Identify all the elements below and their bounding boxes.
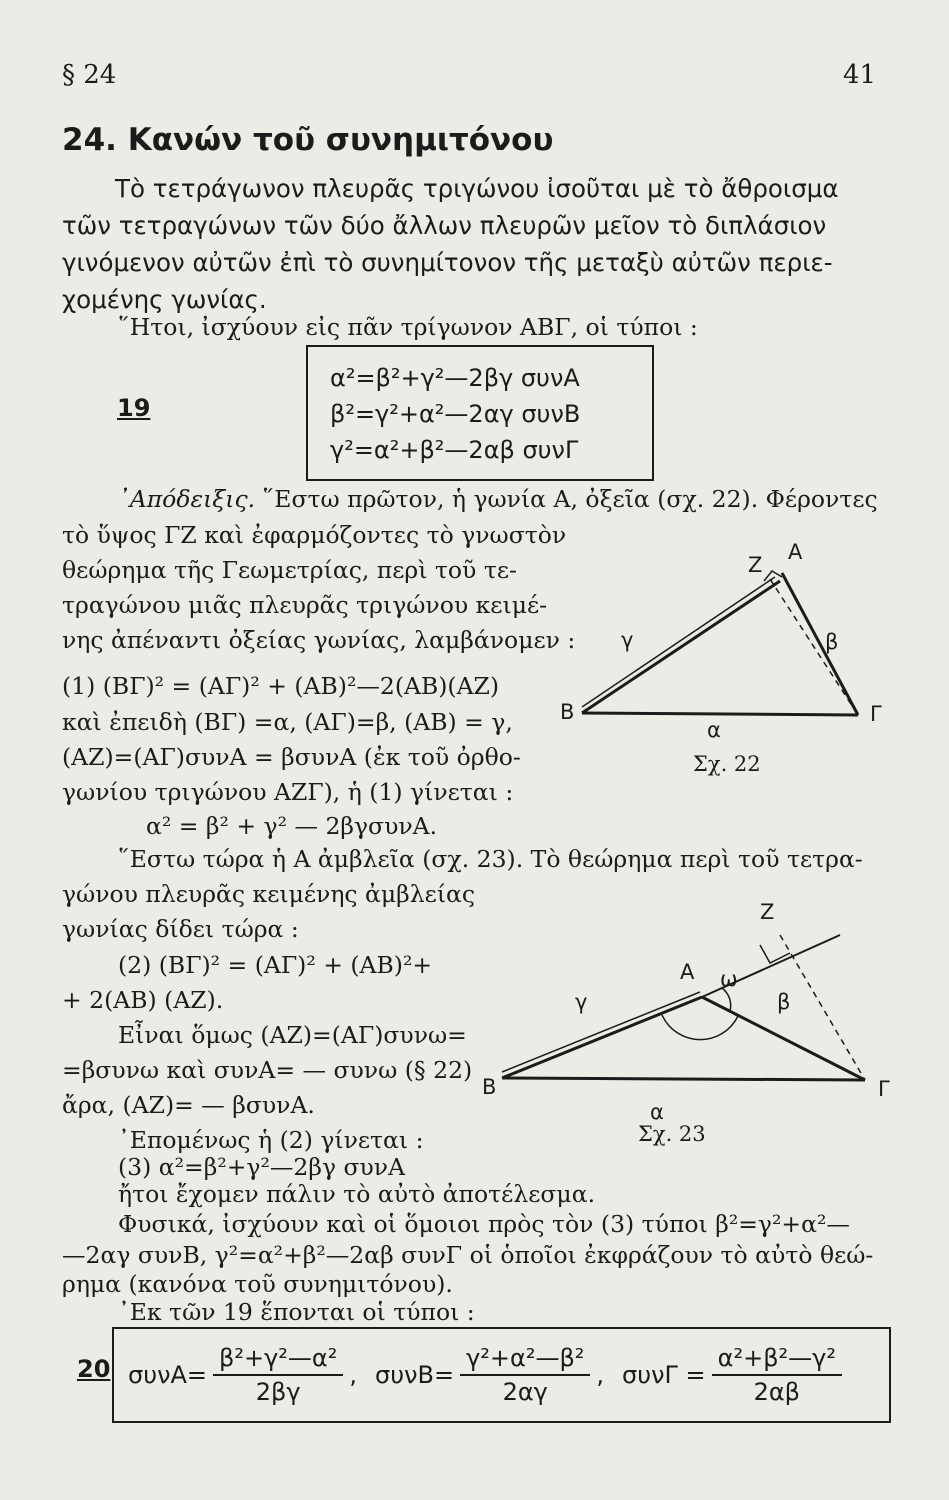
formula-line: β²=γ²+α²—2αγ συνΒ <box>330 400 581 428</box>
theorem-line: Τὸ τετράγωνον πλευρᾶς τριγώνου ἰσοῦται μὲ τὸ ἄθροισμα <box>115 174 839 203</box>
cos-g-fraction <box>712 1344 842 1406</box>
formula-line: γ²=α²+β²—2αβ συνΓ <box>330 436 579 464</box>
proof-line: α² = β² + γ² — 2βγσυνΑ. <box>146 812 438 840</box>
side-ba <box>582 581 780 713</box>
cos-g-lhs: συνΓ = <box>622 1361 706 1389</box>
cos-g-denominator: 2αβ <box>753 1378 800 1406</box>
cosine-formulas: συνΑ= $\frac{\text{β²+γ²—α²}}{2\beta\gamma}$ , συνΒ= $\frac{\text{γ²+α²—β²}}{2\alpha\gamma}$ , συνΓ = $\frac{\text{α²+β²—γ²}}{2\alpha\beta}$ <box>128 1343 842 1407</box>
theorem-line: χομένης γωνίας. <box>62 285 267 314</box>
proof-line: γωνίου τριγώνου ΑΖΓ), ἡ (1) γίνεται : <box>62 778 514 806</box>
formula-line: α²=β²+γ²—2βγ συνΑ <box>330 364 580 392</box>
fig23-caption: Σχ. 23 <box>638 1122 706 1146</box>
proof-line: γωνίας δίδει τώρα : <box>62 915 299 943</box>
cos-b-fraction <box>460 1344 590 1406</box>
cos-a-fraction <box>213 1344 343 1406</box>
right-angle-mark <box>764 571 782 581</box>
fig23-label-omega: ω <box>720 967 738 991</box>
theorem-line: γινόμενον αὐτῶν ἐπὶ τὸ συνημίτονον τῆς μεταξὺ αὐτῶν περιε- <box>62 248 833 277</box>
side-bg <box>582 713 858 715</box>
altitude-gz <box>770 579 858 715</box>
section-heading: 24. Κανών τοῦ συνημιτόνου <box>62 122 554 158</box>
side-ba-inner <box>502 992 700 1072</box>
fig23-label-alpha: α <box>650 1100 664 1124</box>
proof-line: ἤτοι ἔχομεν πάλιν τὸ αὐτὸ ἀποτέλεσμα. <box>118 1180 596 1208</box>
side-bg <box>502 1078 865 1080</box>
cos-g-numerator: α²+β²—γ² <box>712 1344 842 1376</box>
cos-b-numerator: γ²+α²—β² <box>460 1344 590 1376</box>
equation-3: (3) α²=β²+γ²—2βγ συνΑ <box>118 1153 406 1181</box>
fig23-label-g: Γ <box>878 1077 890 1101</box>
fig22-label-z: Z <box>748 553 763 577</box>
proof-line: τὸ ὕψος ΓΖ καὶ ἐφαρμόζοντες τὸ γνωστὸν <box>62 521 567 549</box>
cos-b-lhs: συνΒ= <box>374 1361 455 1389</box>
equation-2: (2) (ΒΓ)² = (ΑΓ)² + (ΑΒ)²+ <box>118 951 433 979</box>
fig22-label-alpha: α <box>707 718 721 742</box>
fig22-label-g: Γ <box>870 702 882 726</box>
intro-line: ῞Ητοι, ἰσχύουν εἰς πᾶν τρίγωνον ΑΒΓ, οἱ τύποι : <box>118 313 698 341</box>
formula-number-19: 19 <box>117 394 151 422</box>
proof-line: —2αγ συνΒ, γ²=α²+β²—2αβ συνΓ οἱ ὁποῖοι ἐκφράζουν τὸ αὐτὸ θεώ- <box>62 1241 874 1269</box>
fig23-label-gamma: γ <box>575 990 588 1014</box>
proof-line: θεώρημα τῆς Γεωμετρίας, περὶ τοῦ τε- <box>62 556 517 584</box>
fig23-label-beta: β <box>777 990 791 1014</box>
figure-22 <box>570 555 900 785</box>
figure-23 <box>490 895 910 1105</box>
proof-line: ᾿Επομένως ἡ (2) γίνεται : <box>118 1126 424 1154</box>
proof-line: ἄρα, (ΑΖ)= — βσυνΑ. <box>62 1091 315 1119</box>
cos-b-denominator: 2αγ <box>502 1378 548 1406</box>
proof-line: =βσυνω καὶ συνΑ= — συνω (§ 22) <box>62 1056 473 1084</box>
side-ba-inner <box>582 577 775 707</box>
cos-a-lhs: συνΑ= <box>128 1361 208 1389</box>
proof-line: καὶ ἐπειδὴ (ΒΓ) =α, (ΑΓ)=β, (ΑΒ) = γ, <box>62 708 513 736</box>
proof-line: ᾿Εκ τῶν 19 ἕπονται οἱ τύποι : <box>118 1298 475 1326</box>
proof-line: Εἶναι ὅμως (ΑΖ)=(ΑΓ)συνω= <box>118 1021 467 1049</box>
theorem-line: τῶν τετραγώνων τῶν δύο ἄλλων πλευρῶν μεῖον τὸ διπλάσιον <box>62 211 827 240</box>
formula-number-20: 20 <box>77 1355 111 1383</box>
cos-a-numerator: β²+γ²—α² <box>213 1344 343 1376</box>
section-ref: § 24 <box>62 60 117 90</box>
fig22-label-b: B <box>560 700 575 724</box>
proof-label: ᾿Απόδειξις. <box>118 485 256 513</box>
cos-a-denominator: 2βγ <box>255 1378 301 1406</box>
proof-line: τραγώνου μιᾶς πλευρᾶς τριγώνου κειμέ- <box>62 591 548 619</box>
fig22-caption: Σχ. 22 <box>693 752 761 776</box>
proof-line: ῞Εστω πρῶτον, ἡ γωνία Α, ὀξεῖα (σχ. 22). Φέροντες <box>255 485 878 513</box>
equation-1: (1) (ΒΓ)² = (ΑΓ)² + (ΑΒ)²—2(ΑΒ)(ΑΖ) <box>62 672 500 700</box>
fig23-label-b: B <box>482 1075 497 1099</box>
proof-line: ῞Εστω τώρα ἡ Α ἀμβλεῖα (σχ. 23). Τὸ θεώρημα περὶ τοῦ τετρα- <box>118 845 863 873</box>
page-number: 41 <box>843 60 877 90</box>
proof-line: νης ἀπέναντι ὀξείας γωνίας, λαμβάνομεν : <box>62 626 576 654</box>
fig23-label-a: A <box>680 960 695 984</box>
angle-arc-a <box>662 1015 738 1040</box>
proof-line: ρημα (κανόνα τοῦ συνημιτόνου). <box>62 1270 453 1298</box>
fig22-label-a: A <box>788 540 803 564</box>
side-ag <box>782 573 858 715</box>
proof-line: γώνου πλευρᾶς κειμένης ἀμβλείας <box>62 880 476 908</box>
proof-line: Φυσικά, ἰσχύουν καὶ οἱ ὅμοιοι πρὸς τὸν (3) τύποι β²=γ²+α²— <box>118 1210 850 1238</box>
equation-2-cont: + 2(ΑΒ) (ΑΖ). <box>62 986 224 1014</box>
fig22-label-gamma: γ <box>621 628 634 652</box>
fig22-label-beta: β <box>825 630 839 654</box>
proof-line: (ΑΖ)=(ΑΓ)συνΑ = βσυνΑ (ἐκ τοῦ ὀρθο- <box>62 743 521 771</box>
fig23-label-z: Z <box>760 900 775 924</box>
side-ba <box>502 997 702 1078</box>
